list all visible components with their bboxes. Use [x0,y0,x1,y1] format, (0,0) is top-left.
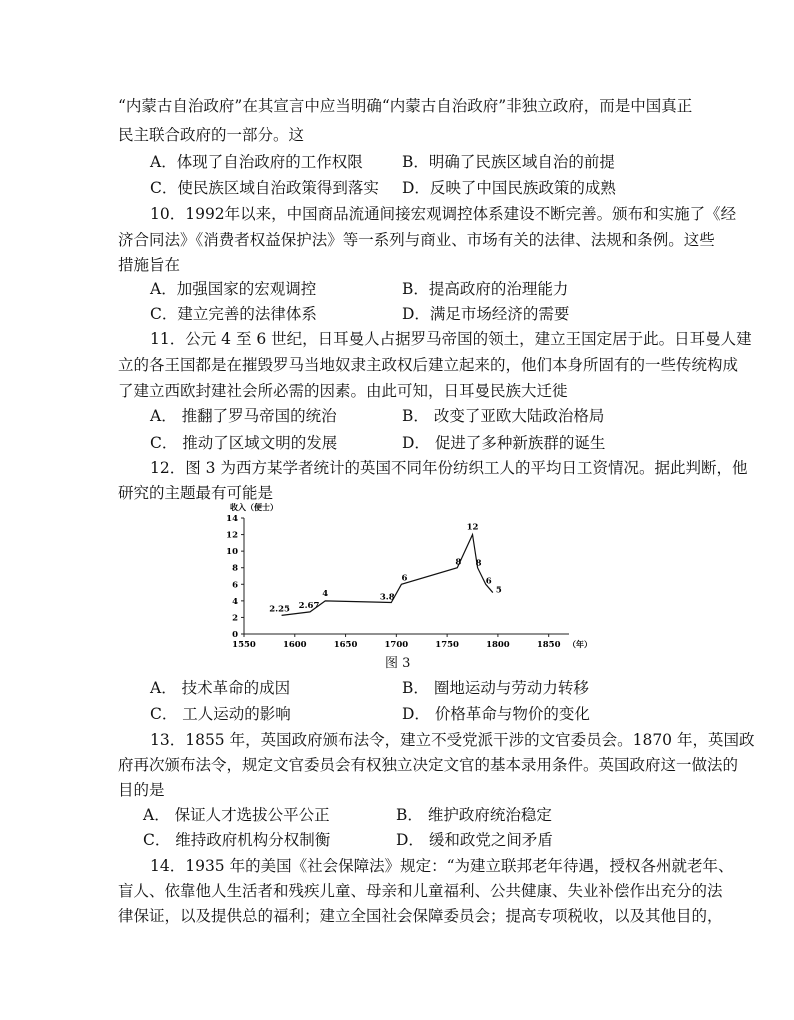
q12-stem-line-1: 12．图 3 为西方某学者统计的英国不同年份纺织工人的平均日工资情况。据此判断，他 [150,459,748,477]
q12-stem-line-2: 研究的主题最有可能是 [118,484,274,502]
data-label: 2.67 [298,600,320,611]
y-tick-label: 0 [232,630,238,640]
q13-stem-line-1: 13．1855 年，英国政府颁布法令，建立不受党派干涉的文官委员会。1870 年，英国政 [150,731,755,749]
q9-option-d: D．反映了中国民族政策的成熟 [402,179,616,197]
q12-option-b: B． 圈地运动与劳动力转移 [402,679,589,697]
q14-stem-line-3: 律保证，以及提供总的福利；建立全国社会保障委员会；提高专项税收，以及其他目的， [118,907,723,925]
x-axis-title: （年） [568,639,592,649]
data-label: 3.8 [379,592,395,603]
data-label: 5 [495,585,502,596]
q12-option-a: A． 技术革命的成因 [150,679,291,697]
q14-stem-line-2: 盲人、依靠他人生活者和残疾儿童、母亲和儿童福利、公共健康、失业补偿作出充分的法 [118,882,723,900]
q10-option-c: C．建立完善的法律体系 [150,305,317,323]
data-label: 6 [485,576,492,587]
q13-stem-line-2: 府再次颁布法令，规定文官委员会有权独立决定文官的基本录用条件。英国政府这一做法的 [118,756,739,774]
q11-option-c: C． 推动了区域文明的发展 [150,434,338,452]
q11-stem-line-2: 立的各王国都是在摧毁罗马当地奴隶主政权后建立起来的，他们本身所固有的一些传统构成 [118,356,739,374]
q13-option-c: C． 维持政府机构分权制衡 [143,831,331,849]
q10-stem-line-2: 济合同法》《消费者权益保护法》等一系列与商业、市场有关的法律、法规和条例。这些 [118,231,715,249]
data-label: 12 [466,522,479,533]
q10-stem-line-3: 措施旨在 [118,256,181,274]
q10-option-d: D．满足市场经济的需要 [402,305,570,323]
y-tick-label: 8 [232,563,238,574]
q9-option-c: C．使民族区域自治政策得到落实 [150,179,379,197]
x-tick-label: 1600 [282,640,307,650]
x-tick-label: 1750 [435,640,459,650]
q9-stem-line-2: 民主联合政府的一部分。这 [118,126,305,144]
q13-stem-line-3: 目的是 [118,781,165,799]
data-label: 6 [401,573,408,584]
figure-caption: 图 3 [385,656,411,671]
data-label: 2.25 [269,604,290,615]
q12-option-c: C． 工人运动的影响 [150,705,291,723]
x-tick-label: 1700 [384,640,409,650]
x-tick-label: 1650 [333,640,358,650]
q12-option-d: D． 价格革命与物价的变化 [402,705,590,723]
q13-option-a: A． 保证人才选拔公平公正 [143,806,330,824]
q11-option-d: D． 促进了多种新族群的诞生 [402,434,606,452]
q10-option-a: A．加强国家的宏观调控 [150,280,317,298]
q13-option-d: D． 缓和政党之间矛盾 [396,831,553,849]
q11-stem-line-1: 11．公元 4 至 6 世纪，日耳曼人占据罗马帝国的领土，建立王国定居于此。日耳曼人建 [150,330,752,348]
q9-option-b: B．明确了民族区域自治的前提 [402,153,615,171]
data-label: 8 [455,557,462,568]
x-tick-label: 1850 [536,640,561,650]
q10-option-b: B．提高政府的治理能力 [402,280,569,298]
y-tick-label: 10 [226,547,238,558]
q9-option-a: A．体现了自治政府的工作权限 [150,153,363,171]
q14-stem-line-1: 14．1935 年的美国《社会保障法》规定：“为建立联邦老年待遇，授权各州就老年、 [150,857,734,875]
y-tick-label: 2 [232,613,238,624]
y-tick-label: 6 [232,580,238,591]
data-label: 4 [322,588,329,599]
q11-option-b: B． 改变了亚欧大陆政治格局 [402,407,605,425]
y-tick-label: 14 [226,514,238,524]
y-tick-label: 12 [226,530,238,541]
y-axis-title: 收入（便士） [230,502,278,512]
q9-stem-line-1: “内蒙古自治政府”在其宣言中应当明确“内蒙古自治政府”非独立政府，而是中国真正 [118,97,693,115]
q11-option-a: A． 推翻了罗马帝国的统治 [150,407,337,425]
data-label: 8 [475,558,482,569]
q13-option-b: B． 维护政府统治稳定 [396,806,552,824]
x-tick-label: 1800 [486,640,510,650]
q11-stem-line-3: 了建立西欧封建社会所必需的因素。由此可知，日耳曼民族大迁徙 [118,382,568,400]
wage-line-chart [224,500,604,652]
x-tick-label: 1550 [232,640,256,650]
q10-stem-line-1: 10．1992年以来，中国商品流通间接宏观调控体系建设不断完善。颁布和实施了《经 [150,205,737,223]
y-tick-label: 4 [232,596,238,607]
